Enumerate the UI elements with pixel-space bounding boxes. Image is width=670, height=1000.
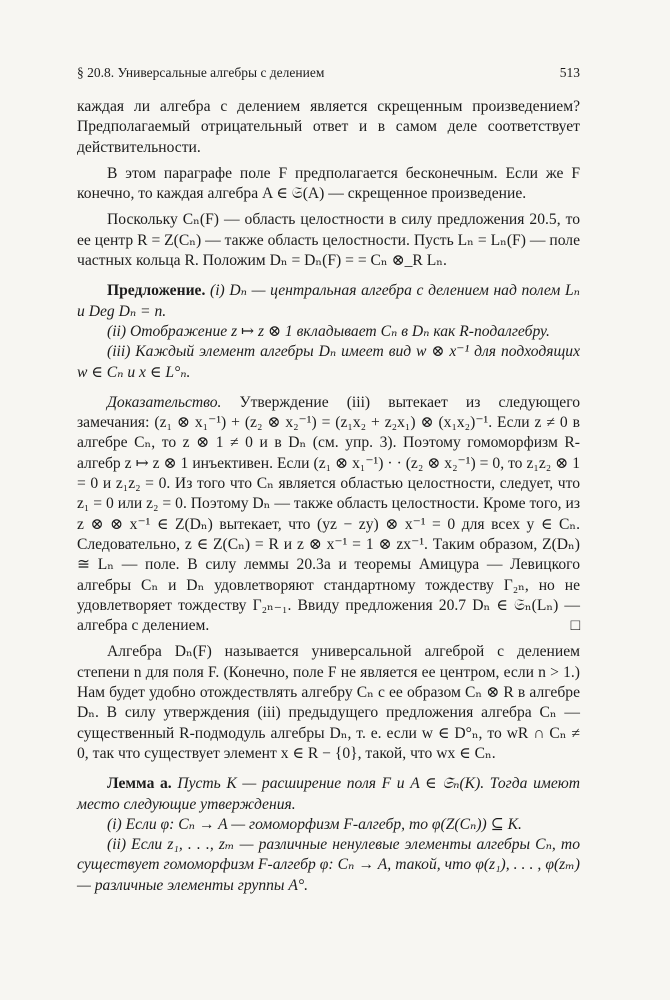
paragraph-universal-algebra: Алгебра Dₙ(F) называется универсальной алгеброй с делением степени n для поля F. (Конечно, поле F не является ее центром, если n > 1.) Нам будет удобно отождествлять алгебру Cₙ с ее образом Cₙ ⊗ R в алгебре Dₙ. В силу утверждения (iii) предыдущего предложения алгебра Cₙ — существенный R-подмодуль алгебры Dₙ, т. е. если w ∈ D°ₙ, то wR ∩ Cₙ ≠ 0, так что существует элемент x ∈ R − {0}, такой, что wx ∈ Cₙ. bbox=[77, 643, 580, 762]
page-number: 513 bbox=[559, 65, 580, 80]
lemma-label: Лемма а. bbox=[107, 775, 172, 793]
proof-text: Утверждение (iii) вытекает из следующего замечания: (z₁ ⊗ x₁⁻¹) + (z₂ ⊗ x₂⁻¹) = (z₁x₂ + z₂x₁) ⊗ (x₁x₂)⁻¹. Если z ≠ 0 в алгебре Cₙ, то z ⊗ 1 ≠ 0 и в Dₙ (см. упр. 3). Поэтому гомоморфизм R-алгебр z ↦ z ⊗ 1 инъективен. Если (z₁ ⊗ x₁⁻¹) · · (z₂ ⊗ x₂⁻¹) = 0, то z₁z₂ ⊗ 1 = 0 и z₁z₂ = 0. Из того что Cₙ является областью целостности, следует, что z₁ = 0 или z₂ = 0. Поэтому Dₙ — также область целостности. Кроме того, из z ⊗ ⊗ x⁻¹ ∈ Z(Dₙ) вытекает, что (yz − zy) ⊗ x⁻¹ = 0 для всех y ∈ Cₙ. Следовательно, z ∈ Z(Cₙ) = R и z ⊗ x⁻¹ = 1 ⊗ zx⁻¹. Таким образом, Z(Dₙ) ≅ Lₙ — поле. В силу леммы 20.3а и теоремы Амицура — Левицкого алгебры Cₙ и Dₙ удовлетворяют стандартному тождеству Γ₂ₙ, но не удовлетворяет тождеству Γ₂ₙ₋₁. Ввиду предложения 20.7 Dₙ ∈ 𝔖ₙ(Lₙ) — алгебра с делением. bbox=[77, 393, 581, 635]
paragraph-field-infinite: В этом параграфе поле F предполагается бесконечным. Если же F конечно, то каждая алгебра A ∈ 𝔖(A) — скрещенное произведение. bbox=[77, 164, 580, 203]
proposition-item-ii: (ii) Отображение z ↦ z ⊗ 1 вкладывает Cₙ в Dₙ как R-подалгебру. bbox=[107, 322, 550, 340]
lemma-statement: Пусть K — расширение поля F и A ∈ 𝔖ₙ(K). Тогда имеют место следующие утверждения. bbox=[77, 775, 580, 813]
proof-label: Доказательство. bbox=[107, 393, 222, 411]
paragraph-definition: Поскольку Cₙ(F) — область целостности в силу предложения 20.5, то ее центр R = Z(Cₙ) — также область целостности. Пусть Lₙ = Lₙ(F) — поле частных кольца R. Положим Dₙ = Dₙ(F) = = Cₙ ⊗_R Lₙ. bbox=[77, 211, 580, 270]
proof bbox=[77, 393, 580, 637]
proposition-item-i: (i) Dₙ — центральная алгебра с делением над полем Lₙ и Deg Dₙ = n. bbox=[77, 282, 580, 320]
paragraph-continuation: каждая ли алгебра с делением является скрещенным произведением? Предполагаемый отрицательный ответ и в самом деле соответствует действительности. bbox=[77, 98, 580, 156]
section-title: § 20.8. Универсальные алгебры с делением bbox=[77, 65, 325, 80]
lemma bbox=[77, 774, 580, 815]
qed-symbol: □ bbox=[570, 617, 580, 635]
proposition bbox=[77, 281, 580, 322]
proposition-item-iii: (iii) Каждый элемент алгебры Dₙ имеет вид w ⊗ x⁻¹ для подходящих w ∈ Cₙ и x ∈ L°ₙ. bbox=[77, 343, 580, 381]
lemma-item-i: (i) Если φ: Cₙ → A — гомоморфизм F-алгебр, то φ(Z(Cₙ)) ⊆ K. bbox=[107, 815, 522, 833]
page-body bbox=[77, 97, 580, 896]
proposition-label: Предложение. bbox=[107, 282, 206, 300]
lemma-item-ii: (ii) Если z₁, . . ., zₘ — различные ненулевые элементы алгебры Cₙ, то существует гомоморфизм F-алгебр φ: Cₙ → A, такой, что φ(z₁), . . . , φ(zₘ) — различные элементы группы A°. bbox=[77, 836, 580, 894]
